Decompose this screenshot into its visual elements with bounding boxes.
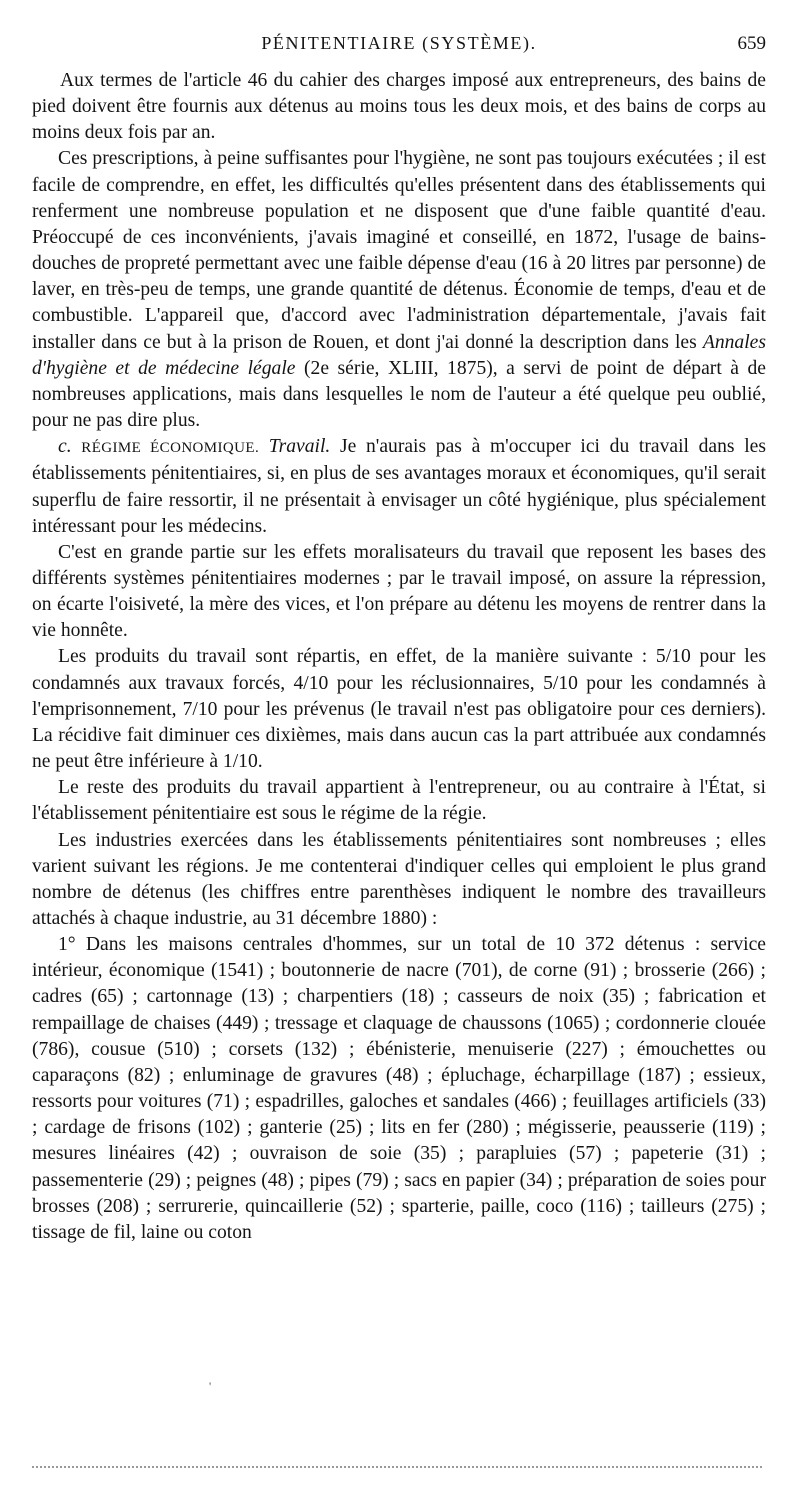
page-number: 659 <box>737 33 766 54</box>
paragraph-produits-du-travail: Les produits du travail sont répartis, en effet, de la manière suivante : 5/10 pour les condamnés aux travaux forcés, 4/10 pour les réclusionnaires, 5/10 pour les condamnés à l'emprisonnement, 7/10 pour les prévenus (le travail n'est pas obligatoire pour ces derniers). La récidive fait diminuer ces dixièmes, mais dans aucun cas la part attribuée aux condamnés ne peut être inférieure à 1/10. <box>32 646 766 773</box>
paragraph-bains-douches <box>32 146 766 434</box>
section-regime-economique <box>32 434 766 540</box>
paragraph-industries: Les industries exercées dans les établissements pénitentiaires sont nombreuses ; elles varient suivant les régions. Je me contenterai d'indiquer celles qui emploient le plus grand nombre de détenus (les chiffres entre parenthèses indiquent le nombre des travailleurs attachés à chaque industrie, au 31 décembre 1880) : <box>32 829 766 929</box>
paragraph-bains: Aux termes de l'article 46 du cahier des charges imposé aux entrepreneurs, des bains de pied doivent être fournis aux détenus au moins tous les deux mois, et des bains de corps au moins deux fois par an. <box>32 70 766 144</box>
section-label: c. <box>58 436 72 458</box>
body-text <box>32 68 766 1246</box>
bottom-dotted-rule <box>32 1466 762 1468</box>
paragraph-text: Ces prescriptions, à peine suffisantes pour l'hygiène, ne sont pas toujours exécutées ; il est facile de comprendre, en effet, les difficultés qu'elles présentent dans des établissements qui renferment une nombreuse population et ne disposent que d'une faible quantité d'eau. Préoccupé de ces inconvénients, j'avais imaginé et conseillé, en 1872, l'usage de bains-douches de propreté permettant avec une faible dépense d'eau (16 à 20 litres par personne) de laver, en très-peu de temps, une grande quantité de détenus. Économie de temps, d'eau et de combustible. L'appareil que, d'accord avec l'administration départementale, j'avais fait installer dans ce but à la prison de Rouen, et dont j'ai donné la description dans les <box>32 148 766 353</box>
paragraph-reste-des-produits: Le reste des produits du travail appartient à l'entrepreneur, ou au contraire à l'État, si l'établissement pénitentiaire est sous le régime de la régie. <box>32 777 766 825</box>
paragraph-effets-moralisateurs: C'est en grande partie sur les effets moralisateurs du travail que reposent les bases des différents systèmes pénitentiaires modernes ; par le travail imposé, on assure la répression, on écarte l'oisiveté, la mère des vices, et l'on prépare au détenu les moyens de rentrer dans la vie honnête. <box>32 541 766 642</box>
section-text: Je n'aurais pas à m'occuper ici du travail dans les établissements pénitentiaires, si, en plus de ses avantages moraux et économiques, qu'il serait superflu de faire ressortir, il ne présentait à envisager un côté hygiénique, plus spécialement intéressant pour les médecins. <box>32 436 766 537</box>
citation-details: (2e série, XLIII, 1875), a servi de point de départ à de nombreuses applications, mais dans lesquelles le nom de l'auteur a été quelque peu oublié, pour ne pas dire plus. <box>32 357 766 432</box>
running-header <box>32 33 766 59</box>
section-subheading: Travail. <box>268 436 331 458</box>
journal-title: Annales d'hygiène et de médecine légale <box>32 331 766 379</box>
running-title: PÉNITENTIAIRE (SYSTÈME). <box>261 33 537 53</box>
section-heading: RÉGIME ÉCONOMIQUE. <box>81 440 260 457</box>
document-page <box>32 0 766 1506</box>
stray-mark: ' <box>209 1379 212 1393</box>
paragraph-maisons-centrales: 1° Dans les maisons centrales d'hommes, sur un total de 10 372 détenus : service intérieur, économique (1541) ; boutonnerie de nacre (701), de corne (91) ; brosserie (266) ; cadres (65) ; cartonnage (13) ; charpentiers (18) ; casseurs de noix (35) ; fabrication et rempaillage de chaises (449) ; tressage et claquage de chaussons (1065) ; cordonnerie clouée (786), cousue (510) ; corsets (132) ; ébénisterie, menuiserie (227) ; émouchettes ou caparaçons (82) ; enluminage de gravures (48) ; épluchage, écharpillage (187) ; essieux, ressorts pour voitures (71) ; espadrilles, galoches et sandales (466) ; feuillages artificiels (33) ; cardage de frisons (102) ; ganterie (25) ; lits en fer (280) ; mégisserie, peausserie (119) ; mesures linéaires (42) ; ouvraison de soie (35) ; parapluies (57) ; papeterie (31) ; passementerie (29) ; peignes (48) ; pipes (79) ; sacs en papier (34) ; préparation de soies pour brosses (208) ; serrurerie, quincaillerie (52) ; sparterie, paille, coco (116) ; tailleurs (275) ; tissage de fil, laine ou coton <box>32 934 766 1243</box>
